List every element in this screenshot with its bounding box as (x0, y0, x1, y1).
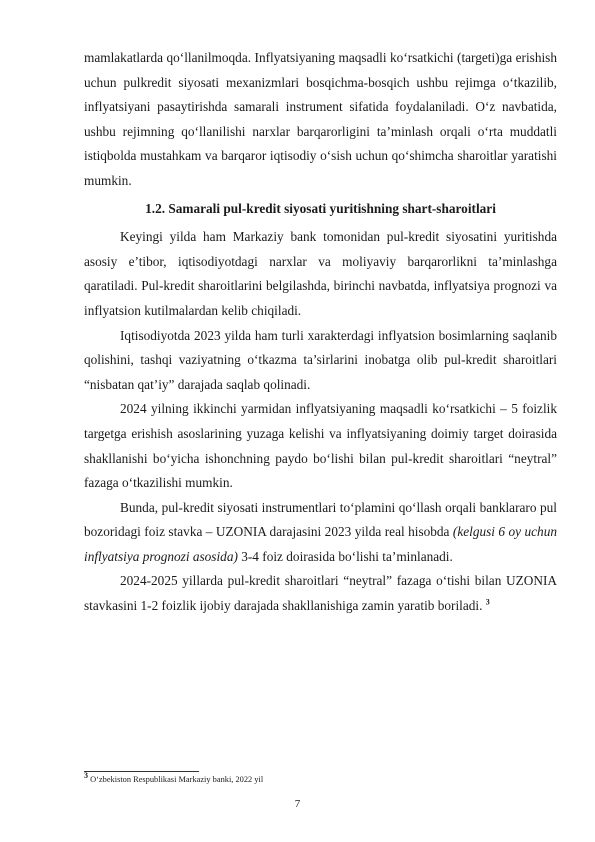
paragraph-6 (84, 569, 557, 618)
paragraph-5 (84, 496, 557, 570)
page-body (84, 46, 557, 619)
paragraph-2: Keyingi yilda ham Markaziy bank tomonidan pul-kredit siyosatini yuritishda asosiy e’tibor, iqtisodiyotdagi narxlar va moliyaviy barqarorlikni ta’minlashga qaratiladi. Pul-kredit sharoitlarini belgilashda, birinchi navbatda, inflyatsiya prognozi va inflyatsion kutilmalardan kelib chiqiladi. (84, 229, 557, 318)
footnote (84, 771, 557, 786)
paragraph-6-text: 2024-2025 yillarda pul-kredit sharoitlari “neytral” fazaga o‘tishi bilan UZONIA stavkasini 1-2 foizlik ijobiy darajada shakllanishiga zamin yaratib boriladi. (84, 573, 557, 614)
footnote-separator (84, 771, 199, 772)
paragraph-5-text-a: Bunda, pul-kredit siyosati instrumentlari to‘plamini qo‘llash orqali banklararo pul bozoridagi foiz stavka – UZONIA darajasini 2023 yilda real hisobda (84, 499, 557, 540)
footnote-reference[interactable]: 3 (485, 597, 490, 607)
paragraph-3: Iqtisodiyotda 2023 yilda ham turli xarakterdagi inflyatsion bosimlarning saqlanib qolishini, tashqi vaziyatning o‘tkazma ta’sirlarini inobatga olib pul-kredit sharoitlari “nisbatan qat’iy” darajada saqlab qolinadi. (84, 327, 557, 392)
footnote-mark: 3 (84, 771, 88, 781)
paragraph-5-italic: (kelgusi 6 oy uchun inflyatsiya prognozi asosida) (84, 524, 558, 564)
paragraph-1: mamlakatlarda qo‘llanilmoqda. Inflyatsiyaning maqsadli ko‘rsatkichi (targeti)ga erishish uchun pulkredit siyosati mexanizmlari bosqichma-bosqich ushbu rejimga o‘tkazilib, inflyatsiyani pasaytirishda samarali instrument sifatida foydalaniladi. O‘z navbatida, ushbu rejimning qo‘llanilishi narxlar barqarorligini ta’minlash orqali o‘rta muddatli istiqbolda mustahkam va barqaror iqtisodiy o‘sish uchun qo‘shimcha sharoitlar yaratishi mumkin. (84, 50, 557, 188)
paragraph-5-text-b: 3-4 foiz doirasida bo‘lishi ta’minlanadi. (237, 548, 453, 564)
section-heading: 1.2. Samarali pul-kredit siyosati yuritishning shart-sharoitlari (145, 200, 496, 216)
paragraph-4: 2024 yilning ikkinchi yarmidan inflyatsiyaning maqsadli ko‘rsatkichi – 5 foizlik targetga erishish asoslarining yuzaga kelishi va inflyatsiyaning doimiy target doirasida shakllanishi bo‘yicha ishonchning paydo bo‘lishi bilan pul-kredit sharoitlari “neytral” fazaga o‘tkazilishi mumkin. (84, 401, 557, 491)
page-number: 7 (294, 798, 301, 810)
footnote-text: O‘zbekiston Respublikasi Markaziy banki, 2022 yil (88, 775, 264, 784)
